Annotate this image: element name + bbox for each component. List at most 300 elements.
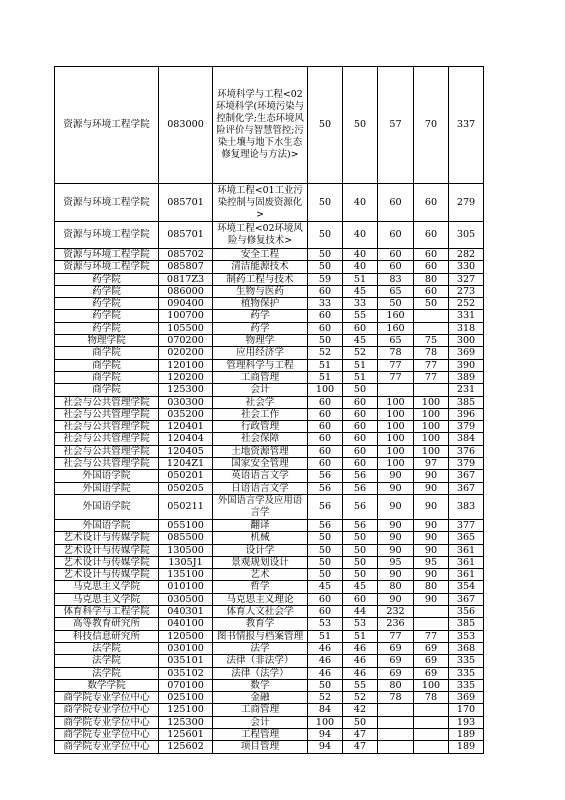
total-score-cell: 384 [449, 433, 484, 445]
major-name-cell: 物理学 [213, 335, 308, 347]
foreign-language-score-cell: 56 [343, 470, 378, 482]
course-2-score-cell: 69 [414, 642, 449, 654]
course-2-score-cell: 90 [414, 569, 449, 581]
major-code-cell: 1305J1 [159, 556, 213, 568]
politics-score-cell: 51 [308, 359, 343, 371]
major-name-cell: 英语语言文学 [213, 470, 308, 482]
total-score-cell: 368 [449, 642, 484, 654]
table-row [55, 67, 484, 184]
total-score-cell: 335 [449, 655, 484, 667]
major-name-cell: 外国语言学及应用语言学 [213, 494, 308, 519]
college-cell: 药学院 [55, 298, 159, 310]
course-1-score-cell: 50 [378, 298, 414, 310]
foreign-language-score-cell: 50 [343, 67, 378, 184]
major-code-cell: 085500 [159, 532, 213, 544]
total-score-cell: 337 [449, 67, 484, 184]
foreign-language-score-cell: 47 [343, 728, 378, 740]
college-cell: 商学院 [55, 371, 159, 383]
major-code-cell: 125300 [159, 384, 213, 396]
course-1-score-cell: 78 [378, 692, 414, 704]
politics-score-cell: 50 [308, 679, 343, 691]
course-1-score-cell: 160 [378, 322, 414, 334]
total-score-cell: 189 [449, 741, 484, 753]
course-1-score-cell: 77 [378, 371, 414, 383]
course-2-score-cell: 90 [414, 494, 449, 519]
course-2-score-cell: 90 [414, 470, 449, 482]
foreign-language-score-cell: 45 [343, 285, 378, 297]
college-cell: 外国语学院 [55, 494, 159, 519]
politics-score-cell: 51 [308, 371, 343, 383]
table-row [55, 593, 484, 605]
total-score-cell: 300 [449, 335, 484, 347]
total-score-cell: 252 [449, 298, 484, 310]
college-cell: 药学院 [55, 322, 159, 334]
major-name-cell: 体育人文社会学 [213, 606, 308, 618]
politics-score-cell: 100 [308, 384, 343, 396]
politics-score-cell: 50 [308, 569, 343, 581]
politics-score-cell: 33 [308, 298, 343, 310]
politics-score-cell: 52 [308, 692, 343, 704]
course-2-score-cell: 100 [414, 679, 449, 691]
total-score-cell: 361 [449, 556, 484, 568]
table-row [55, 679, 484, 691]
course-2-score-cell: 90 [414, 532, 449, 544]
college-cell: 社会与公共管理学院 [55, 396, 159, 408]
total-score-cell: 385 [449, 396, 484, 408]
major-name-cell: 机械 [213, 532, 308, 544]
major-name-cell: 法律（非法学） [213, 655, 308, 667]
major-name-cell: 马克思主义理论 [213, 593, 308, 605]
course-2-score-cell [414, 728, 449, 740]
politics-score-cell: 59 [308, 273, 343, 285]
major-code-cell: 125601 [159, 728, 213, 740]
course-1-score-cell: 100 [378, 433, 414, 445]
foreign-language-score-cell: 60 [343, 445, 378, 457]
foreign-language-score-cell: 60 [343, 458, 378, 470]
course-2-score-cell: 70 [414, 67, 449, 184]
course-1-score-cell: 90 [378, 482, 414, 494]
total-score-cell: 193 [449, 716, 484, 728]
course-1-score-cell: 77 [378, 359, 414, 371]
college-cell: 社会与公共管理学院 [55, 433, 159, 445]
college-cell: 高等教育研究所 [55, 618, 159, 630]
college-cell: 社会与公共管理学院 [55, 458, 159, 470]
total-score-cell: 379 [449, 421, 484, 433]
course-2-score-cell: 100 [414, 396, 449, 408]
major-name-cell: 清洁能源技术 [213, 261, 308, 273]
major-code-cell: 050211 [159, 494, 213, 519]
major-name-cell: 法律（法学） [213, 667, 308, 679]
total-score-cell: 369 [449, 347, 484, 359]
college-cell: 商学院专业学位中心 [55, 741, 159, 753]
politics-score-cell: 50 [308, 249, 343, 261]
course-2-score-cell [414, 322, 449, 334]
total-score-cell: 396 [449, 408, 484, 420]
course-1-score-cell: 60 [378, 261, 414, 273]
major-code-cell: 050205 [159, 482, 213, 494]
table-row [55, 421, 484, 433]
foreign-language-score-cell: 60 [343, 421, 378, 433]
total-score-cell: 282 [449, 249, 484, 261]
course-2-score-cell: 100 [414, 445, 449, 457]
politics-score-cell: 50 [308, 184, 343, 222]
college-cell: 资源与环境工程学院 [55, 184, 159, 222]
table-row [55, 335, 484, 347]
foreign-language-score-cell: 40 [343, 261, 378, 273]
major-name-cell: 数学 [213, 679, 308, 691]
major-code-cell: 1204Z1 [159, 458, 213, 470]
college-cell: 外国语学院 [55, 482, 159, 494]
total-score-cell: 335 [449, 667, 484, 679]
foreign-language-score-cell: 60 [343, 593, 378, 605]
foreign-language-score-cell: 50 [343, 532, 378, 544]
politics-score-cell: 94 [308, 728, 343, 740]
table-row [55, 285, 484, 297]
course-2-score-cell [414, 741, 449, 753]
foreign-language-score-cell: 55 [343, 310, 378, 322]
course-1-score-cell: 90 [378, 494, 414, 519]
major-name-cell: 国家安全管理 [213, 458, 308, 470]
course-1-score-cell: 60 [378, 249, 414, 261]
table-row [55, 482, 484, 494]
total-score-cell: 379 [449, 458, 484, 470]
major-code-cell: 030100 [159, 642, 213, 654]
major-name-cell: 环境工程<02环境风险与修复技术> [213, 222, 308, 249]
foreign-language-score-cell: 50 [343, 544, 378, 556]
course-1-score-cell: 90 [378, 470, 414, 482]
table-row [55, 322, 484, 334]
total-score-cell: 354 [449, 581, 484, 593]
table-row [55, 184, 484, 222]
course-1-score-cell: 60 [378, 222, 414, 249]
major-code-cell: 085701 [159, 222, 213, 249]
foreign-language-score-cell: 33 [343, 298, 378, 310]
major-code-cell: 085807 [159, 261, 213, 273]
major-code-cell: 050201 [159, 470, 213, 482]
course-1-score-cell: 69 [378, 655, 414, 667]
college-cell: 药学院 [55, 310, 159, 322]
course-2-score-cell: 80 [414, 273, 449, 285]
table-row [55, 298, 484, 310]
politics-score-cell: 52 [308, 347, 343, 359]
course-1-score-cell: 90 [378, 569, 414, 581]
politics-score-cell: 60 [308, 458, 343, 470]
table-row [55, 581, 484, 593]
score-table [54, 66, 484, 754]
course-2-score-cell: 50 [414, 298, 449, 310]
course-1-score-cell [378, 741, 414, 753]
table-row [55, 249, 484, 261]
college-cell: 马克思主义学院 [55, 581, 159, 593]
table-row [55, 692, 484, 704]
course-2-score-cell: 78 [414, 347, 449, 359]
foreign-language-score-cell: 40 [343, 222, 378, 249]
college-cell: 商学院 [55, 359, 159, 371]
course-2-score-cell: 60 [414, 222, 449, 249]
major-name-cell: 环境工程<01工业污染控制与固废资源化> [213, 184, 308, 222]
college-cell: 药学院 [55, 273, 159, 285]
course-1-score-cell: 232 [378, 606, 414, 618]
table-row [55, 618, 484, 630]
major-name-cell: 教育学 [213, 618, 308, 630]
table-row [55, 606, 484, 618]
course-1-score-cell: 69 [378, 642, 414, 654]
course-1-score-cell: 78 [378, 347, 414, 359]
politics-score-cell: 50 [308, 335, 343, 347]
politics-score-cell: 60 [308, 421, 343, 433]
foreign-language-score-cell: 60 [343, 322, 378, 334]
college-cell: 法学院 [55, 667, 159, 679]
major-name-cell: 金融 [213, 692, 308, 704]
major-code-cell: 130500 [159, 544, 213, 556]
politics-score-cell: 53 [308, 618, 343, 630]
table-row [55, 704, 484, 716]
table-row [55, 310, 484, 322]
college-cell: 马克思主义学院 [55, 593, 159, 605]
major-name-cell: 工商管理 [213, 371, 308, 383]
college-cell: 商学院 [55, 384, 159, 396]
foreign-language-score-cell: 40 [343, 249, 378, 261]
major-code-cell: 086000 [159, 285, 213, 297]
college-cell: 数学学院 [55, 679, 159, 691]
major-name-cell: 社会工作 [213, 408, 308, 420]
foreign-language-score-cell: 51 [343, 359, 378, 371]
foreign-language-score-cell: 42 [343, 704, 378, 716]
course-2-score-cell: 60 [414, 184, 449, 222]
major-code-cell: 125602 [159, 741, 213, 753]
foreign-language-score-cell: 40 [343, 184, 378, 222]
major-name-cell: 法学 [213, 642, 308, 654]
course-1-score-cell: 100 [378, 396, 414, 408]
course-2-score-cell [414, 704, 449, 716]
course-1-score-cell: 90 [378, 532, 414, 544]
course-1-score-cell: 80 [378, 679, 414, 691]
major-code-cell: 070200 [159, 335, 213, 347]
course-2-score-cell: 69 [414, 655, 449, 667]
college-cell: 商学院 [55, 347, 159, 359]
course-1-score-cell: 90 [378, 544, 414, 556]
politics-score-cell: 51 [308, 630, 343, 642]
major-name-cell: 管理科学与工程 [213, 359, 308, 371]
politics-score-cell: 60 [308, 445, 343, 457]
college-cell: 外国语学院 [55, 519, 159, 531]
major-code-cell: 090400 [159, 298, 213, 310]
politics-score-cell: 50 [308, 222, 343, 249]
table-row [55, 470, 484, 482]
major-code-cell: 083000 [159, 67, 213, 184]
course-2-score-cell [414, 606, 449, 618]
college-cell: 商学院专业学位中心 [55, 728, 159, 740]
major-name-cell: 哲学 [213, 581, 308, 593]
foreign-language-score-cell: 60 [343, 396, 378, 408]
major-name-cell: 日语语言文学 [213, 482, 308, 494]
major-name-cell: 项目管理 [213, 741, 308, 753]
major-name-cell: 翻译 [213, 519, 308, 531]
course-1-score-cell: 90 [378, 593, 414, 605]
college-cell: 资源与环境工程学院 [55, 261, 159, 273]
college-cell: 外国语学院 [55, 470, 159, 482]
table-row [55, 494, 484, 519]
politics-score-cell: 50 [308, 67, 343, 184]
course-1-score-cell: 100 [378, 458, 414, 470]
total-score-cell: 369 [449, 692, 484, 704]
major-code-cell: 100700 [159, 310, 213, 322]
foreign-language-score-cell: 46 [343, 667, 378, 679]
table-row [55, 261, 484, 273]
major-code-cell: 105500 [159, 322, 213, 334]
course-2-score-cell: 97 [414, 458, 449, 470]
major-code-cell: 055100 [159, 519, 213, 531]
total-score-cell: 318 [449, 322, 484, 334]
course-1-score-cell: 83 [378, 273, 414, 285]
table-row [55, 556, 484, 568]
college-cell: 商学院专业学位中心 [55, 716, 159, 728]
major-code-cell: 120200 [159, 371, 213, 383]
foreign-language-score-cell: 50 [343, 569, 378, 581]
course-2-score-cell: 69 [414, 667, 449, 679]
foreign-language-score-cell: 45 [343, 335, 378, 347]
table-row [55, 458, 484, 470]
table-row [55, 716, 484, 728]
major-name-cell: 图书情报与档案管理 [213, 630, 308, 642]
college-cell: 物理学院 [55, 335, 159, 347]
course-1-score-cell: 65 [378, 285, 414, 297]
college-cell: 艺术设计与传媒学院 [55, 569, 159, 581]
major-name-cell: 社会保障 [213, 433, 308, 445]
course-1-score-cell: 90 [378, 519, 414, 531]
table-row [55, 544, 484, 556]
college-cell: 商学院专业学位中心 [55, 704, 159, 716]
major-code-cell: 035102 [159, 667, 213, 679]
major-name-cell: 工程管理 [213, 728, 308, 740]
foreign-language-score-cell: 46 [343, 642, 378, 654]
major-name-cell: 艺术 [213, 569, 308, 581]
course-2-score-cell [414, 716, 449, 728]
foreign-language-score-cell: 51 [343, 371, 378, 383]
total-score-cell: 383 [449, 494, 484, 519]
total-score-cell: 330 [449, 261, 484, 273]
course-2-score-cell [414, 384, 449, 396]
college-cell: 资源与环境工程学院 [55, 249, 159, 261]
course-1-score-cell: 95 [378, 556, 414, 568]
politics-score-cell: 56 [308, 482, 343, 494]
major-name-cell: 药学 [213, 310, 308, 322]
major-name-cell: 会计 [213, 716, 308, 728]
politics-score-cell: 50 [308, 532, 343, 544]
major-code-cell: 035101 [159, 655, 213, 667]
course-1-score-cell: 65 [378, 335, 414, 347]
course-2-score-cell: 100 [414, 421, 449, 433]
foreign-language-score-cell: 56 [343, 494, 378, 519]
table-row [55, 642, 484, 654]
politics-score-cell: 46 [308, 667, 343, 679]
table-row [55, 569, 484, 581]
table-row [55, 630, 484, 642]
foreign-language-score-cell: 55 [343, 679, 378, 691]
course-1-score-cell: 77 [378, 630, 414, 642]
politics-score-cell: 50 [308, 261, 343, 273]
table-row [55, 384, 484, 396]
total-score-cell: 367 [449, 482, 484, 494]
total-score-cell: 305 [449, 222, 484, 249]
major-name-cell: 安全工程 [213, 249, 308, 261]
politics-score-cell: 60 [308, 285, 343, 297]
major-name-cell: 制药工程与技术 [213, 273, 308, 285]
course-1-score-cell: 80 [378, 581, 414, 593]
foreign-language-score-cell: 52 [343, 692, 378, 704]
major-code-cell: 135100 [159, 569, 213, 581]
table-row [55, 359, 484, 371]
table-row [55, 396, 484, 408]
course-2-score-cell: 77 [414, 630, 449, 642]
course-2-score-cell: 78 [414, 692, 449, 704]
major-code-cell: 125300 [159, 716, 213, 728]
total-score-cell: 231 [449, 384, 484, 396]
total-score-cell: 273 [449, 285, 484, 297]
course-2-score-cell: 100 [414, 408, 449, 420]
foreign-language-score-cell: 56 [343, 482, 378, 494]
major-code-cell: 020200 [159, 347, 213, 359]
politics-score-cell: 56 [308, 519, 343, 531]
course-2-score-cell: 90 [414, 593, 449, 605]
major-code-cell: 085702 [159, 249, 213, 261]
college-cell: 科技信息研究所 [55, 630, 159, 642]
total-score-cell: 327 [449, 273, 484, 285]
course-1-score-cell [378, 704, 414, 716]
course-1-score-cell: 100 [378, 421, 414, 433]
politics-score-cell: 50 [308, 544, 343, 556]
politics-score-cell: 46 [308, 642, 343, 654]
total-score-cell: 377 [449, 519, 484, 531]
course-1-score-cell [378, 728, 414, 740]
course-2-score-cell: 95 [414, 556, 449, 568]
politics-score-cell: 60 [308, 433, 343, 445]
foreign-language-score-cell: 47 [343, 741, 378, 753]
major-code-cell: 120405 [159, 445, 213, 457]
table-row [55, 273, 484, 285]
college-cell: 法学院 [55, 642, 159, 654]
major-code-cell: 070100 [159, 679, 213, 691]
major-code-cell: 0817Z3 [159, 273, 213, 285]
major-name-cell: 景观规划设计 [213, 556, 308, 568]
foreign-language-score-cell: 50 [343, 716, 378, 728]
score-document [54, 66, 484, 754]
major-code-cell: 030300 [159, 396, 213, 408]
total-score-cell: 353 [449, 630, 484, 642]
politics-score-cell: 56 [308, 494, 343, 519]
major-name-cell: 土地资源管理 [213, 445, 308, 457]
foreign-language-score-cell: 56 [343, 519, 378, 531]
college-cell: 艺术设计与传媒学院 [55, 556, 159, 568]
politics-score-cell: 60 [308, 593, 343, 605]
total-score-cell: 279 [449, 184, 484, 222]
foreign-language-score-cell: 50 [343, 556, 378, 568]
major-name-cell: 植物保护 [213, 298, 308, 310]
course-2-score-cell: 90 [414, 519, 449, 531]
course-2-score-cell: 100 [414, 433, 449, 445]
major-code-cell: 040100 [159, 618, 213, 630]
major-code-cell: 120500 [159, 630, 213, 642]
total-score-cell: 367 [449, 593, 484, 605]
college-cell: 社会与公共管理学院 [55, 445, 159, 457]
course-1-score-cell: 60 [378, 184, 414, 222]
politics-score-cell: 60 [308, 396, 343, 408]
table-row [55, 532, 484, 544]
course-2-score-cell: 60 [414, 285, 449, 297]
politics-score-cell: 84 [308, 704, 343, 716]
total-score-cell: 365 [449, 532, 484, 544]
major-name-cell: 行政管理 [213, 421, 308, 433]
